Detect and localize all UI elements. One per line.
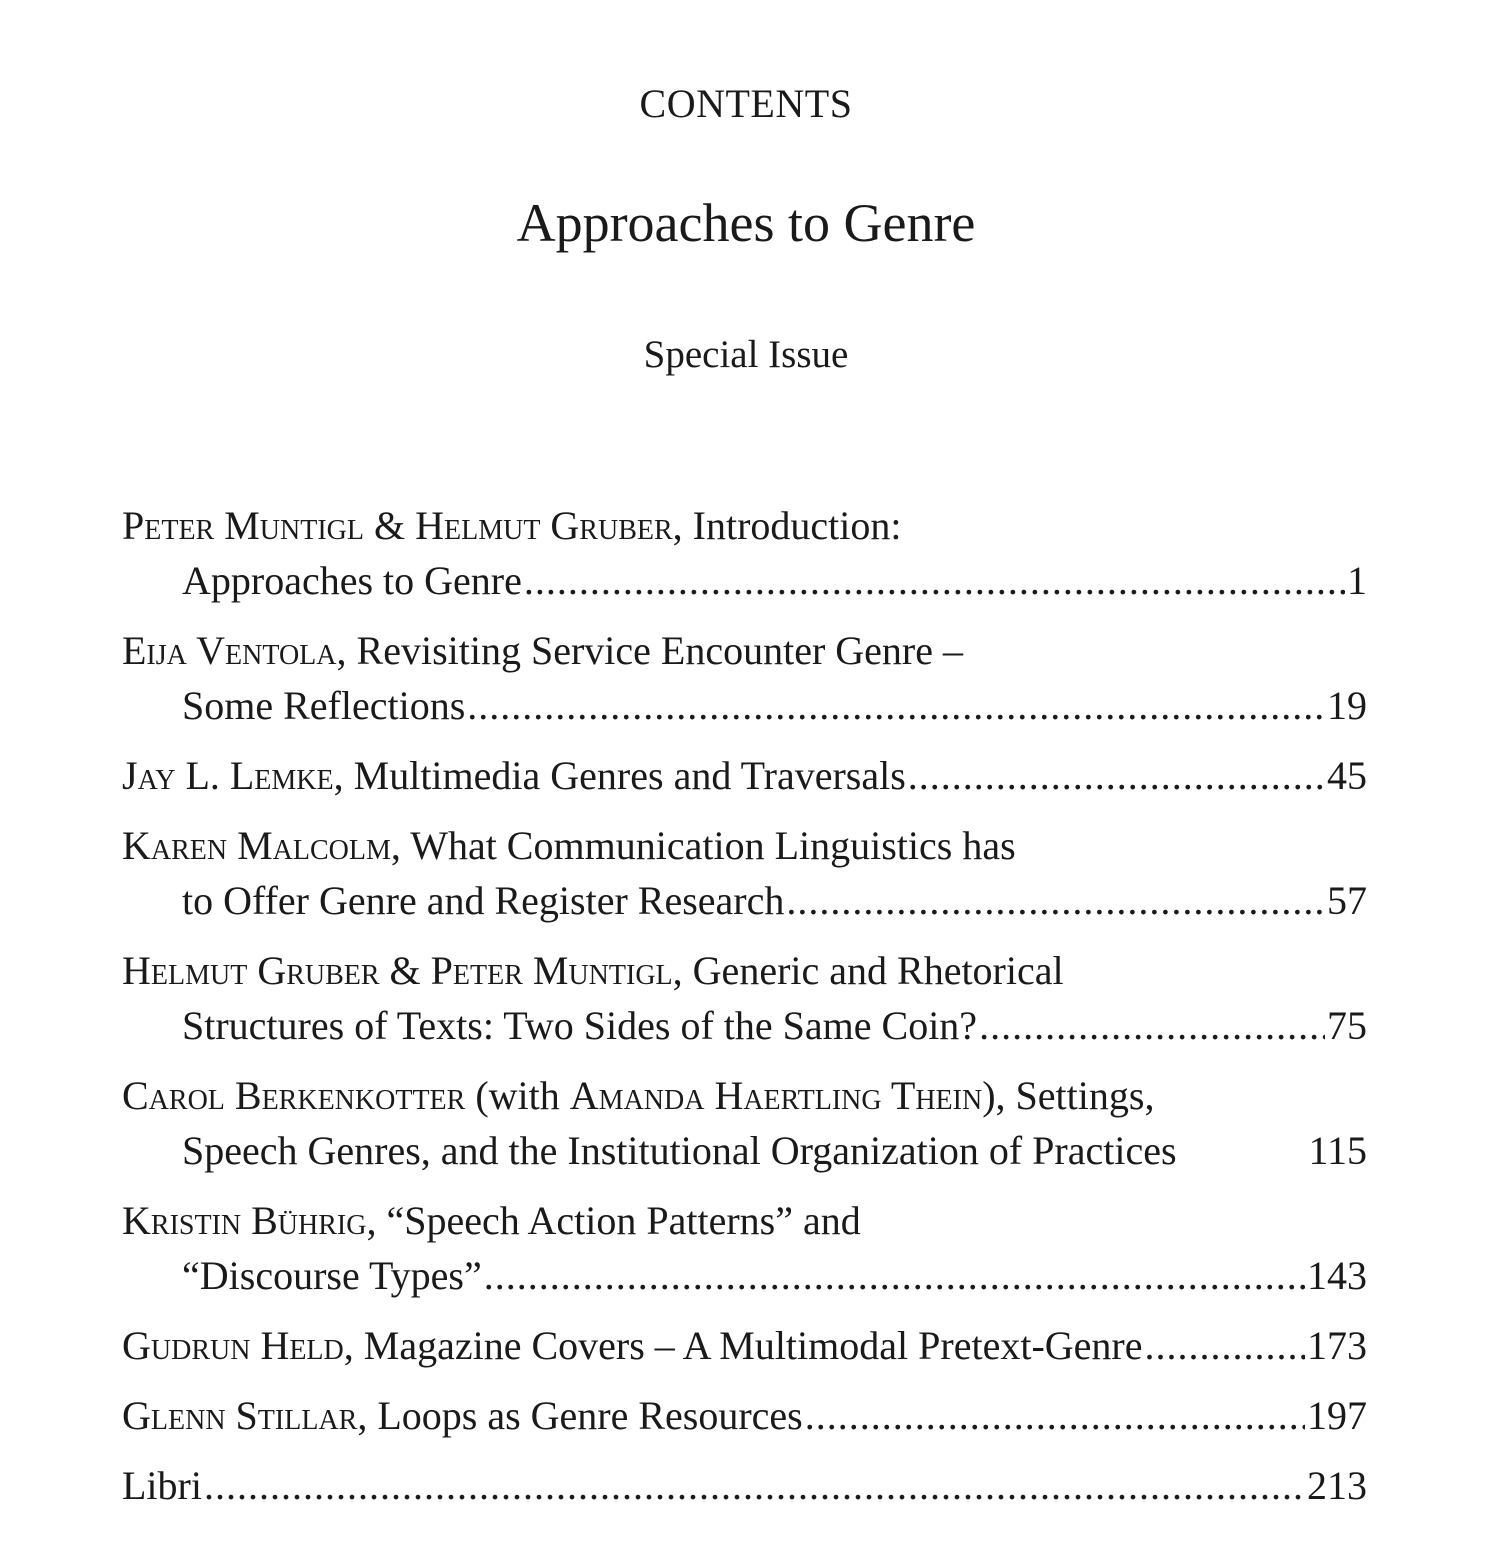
- entry-title: Revisiting Service Encounter Genre –: [356, 628, 963, 673]
- table-of-contents: [122, 498, 1367, 1528]
- toc-entry: [122, 1068, 1367, 1178]
- toc-entry-line: [122, 1068, 1367, 1123]
- entry-author: Jay L. Lemke: [122, 753, 334, 798]
- toc-entry-line: [122, 873, 1367, 928]
- toc-entry-line: [122, 623, 1367, 678]
- toc-entry-heading: Jay L. Lemke, Multimedia Genres and Traversals: [122, 753, 906, 798]
- entry-title: Libri: [122, 1463, 202, 1508]
- toc-entry: [122, 623, 1367, 733]
- entry-title-continued: to Offer Genre and Register Research: [182, 878, 785, 923]
- entry-author: Glenn Stillar: [122, 1393, 358, 1438]
- toc-entry: [122, 498, 1367, 608]
- entry-title: Loops as Genre Resources: [377, 1393, 803, 1438]
- entry-page-number: 19: [1327, 683, 1367, 728]
- toc-entry: [122, 1388, 1367, 1443]
- toc-entry: [122, 943, 1367, 1053]
- dot-leader: [204, 1458, 1305, 1513]
- toc-entry: [122, 1318, 1367, 1373]
- dot-leader: [524, 553, 1345, 608]
- entry-title-continued: Structures of Texts: Two Sides of the Same Coin?: [182, 1003, 978, 1048]
- toc-entry-line: [122, 1248, 1367, 1303]
- toc-entry-heading: Karen Malcolm, What Communication Linguistics has: [122, 823, 1016, 868]
- entry-title: Generic and Rhetorical: [692, 948, 1064, 993]
- toc-entry-line: [122, 1388, 1367, 1443]
- toc-entry: [122, 1193, 1367, 1303]
- entry-page-number: 143: [1307, 1253, 1367, 1298]
- entry-author: Peter Muntigl & Helmut Gruber: [122, 503, 673, 548]
- entry-author: Eija Ventola: [122, 628, 337, 673]
- entry-title: “Speech Action Patterns” and: [386, 1198, 861, 1243]
- toc-entry-line: [122, 943, 1367, 998]
- toc-entry-line: [122, 998, 1367, 1053]
- entry-author: Helmut Gruber & Peter Muntigl: [122, 948, 673, 993]
- toc-entry-line: [122, 818, 1367, 873]
- issue-subtitle: Special Issue: [643, 333, 849, 376]
- toc-entry-line: [122, 553, 1367, 608]
- toc-entry-line: [122, 1123, 1367, 1178]
- dot-leader: [467, 678, 1325, 733]
- entry-page-number: 115: [1308, 1128, 1367, 1173]
- entry-page-number: 45: [1327, 753, 1367, 798]
- toc-entry-heading: Kristin Bührig, “Speech Action Patterns” and: [122, 1198, 861, 1243]
- entry-page-number: 197: [1307, 1393, 1367, 1438]
- entry-page-number: 173: [1307, 1323, 1367, 1368]
- entry-page-number: 75: [1327, 1003, 1367, 1048]
- entry-title: Introduction:: [692, 503, 902, 548]
- entry-title: Magazine Covers – A Multimodal Pretext-Genre: [363, 1323, 1143, 1368]
- entry-title: Settings,: [1015, 1073, 1155, 1118]
- coauthor-suffix: ): [982, 1073, 996, 1118]
- entry-title-continued: Approaches to Genre: [182, 558, 522, 603]
- entry-author: Karen Malcolm: [122, 823, 391, 868]
- entry-author: Carol Berkenkotter: [122, 1073, 466, 1118]
- toc-entry-line: [122, 1318, 1367, 1373]
- entry-page-number: 1: [1347, 558, 1367, 603]
- toc-entry-heading: Glenn Stillar, Loops as Genre Resources: [122, 1393, 803, 1438]
- entry-title-continued: Some Reflections: [182, 683, 466, 728]
- dot-leader: [484, 1248, 1305, 1303]
- toc-entry-line: [122, 498, 1367, 553]
- entry-coauthor: Amanda Haertling Thein: [569, 1073, 983, 1118]
- spacer: [1177, 1123, 1299, 1178]
- toc-entry-heading: [122, 1458, 202, 1513]
- entry-title: What Communication Linguistics has: [410, 823, 1016, 868]
- toc-entry-line: [122, 1193, 1367, 1248]
- dot-leader: [786, 873, 1325, 928]
- toc-entry: [122, 1458, 1367, 1513]
- toc-entry-line: [122, 678, 1367, 733]
- coauthor-prefix: (with: [475, 1073, 570, 1118]
- entry-title-continued: “Discourse Types”: [182, 1253, 482, 1298]
- toc-entry: [122, 818, 1367, 928]
- contents-heading: CONTENTS: [639, 81, 853, 126]
- toc-entry-heading: Carol Berkenkotter (with Amanda Haertling Thein), Settings,: [122, 1073, 1155, 1118]
- entry-title-continued: Speech Genres, and the Institutional Organization of Practices: [182, 1128, 1177, 1173]
- dot-leader: [1144, 1318, 1305, 1373]
- toc-entry-line: [122, 1458, 1367, 1513]
- toc-entry-line: [122, 748, 1367, 803]
- toc-entry-heading: Helmut Gruber & Peter Muntigl, Generic and Rhetorical: [122, 948, 1064, 993]
- toc-entry-heading: Gudrun Held, Magazine Covers – A Multimodal Pretext-Genre: [122, 1323, 1143, 1368]
- dot-leader: [805, 1388, 1305, 1443]
- entry-author: Kristin Bührig: [122, 1198, 367, 1243]
- entry-page-number: 213: [1307, 1463, 1367, 1508]
- toc-entry-heading: Peter Muntigl & Helmut Gruber, Introduction:: [122, 503, 902, 548]
- dot-leader: [979, 998, 1325, 1053]
- toc-entry-heading: Eija Ventola, Revisiting Service Encounter Genre –: [122, 628, 963, 673]
- entry-page-number: 57: [1327, 878, 1367, 923]
- dot-leader: [908, 748, 1325, 803]
- issue-title: Approaches to Genre: [516, 193, 976, 253]
- entry-title: Multimedia Genres and Traversals: [353, 753, 906, 798]
- toc-entry: [122, 748, 1367, 803]
- entry-author: Gudrun Held: [122, 1323, 344, 1368]
